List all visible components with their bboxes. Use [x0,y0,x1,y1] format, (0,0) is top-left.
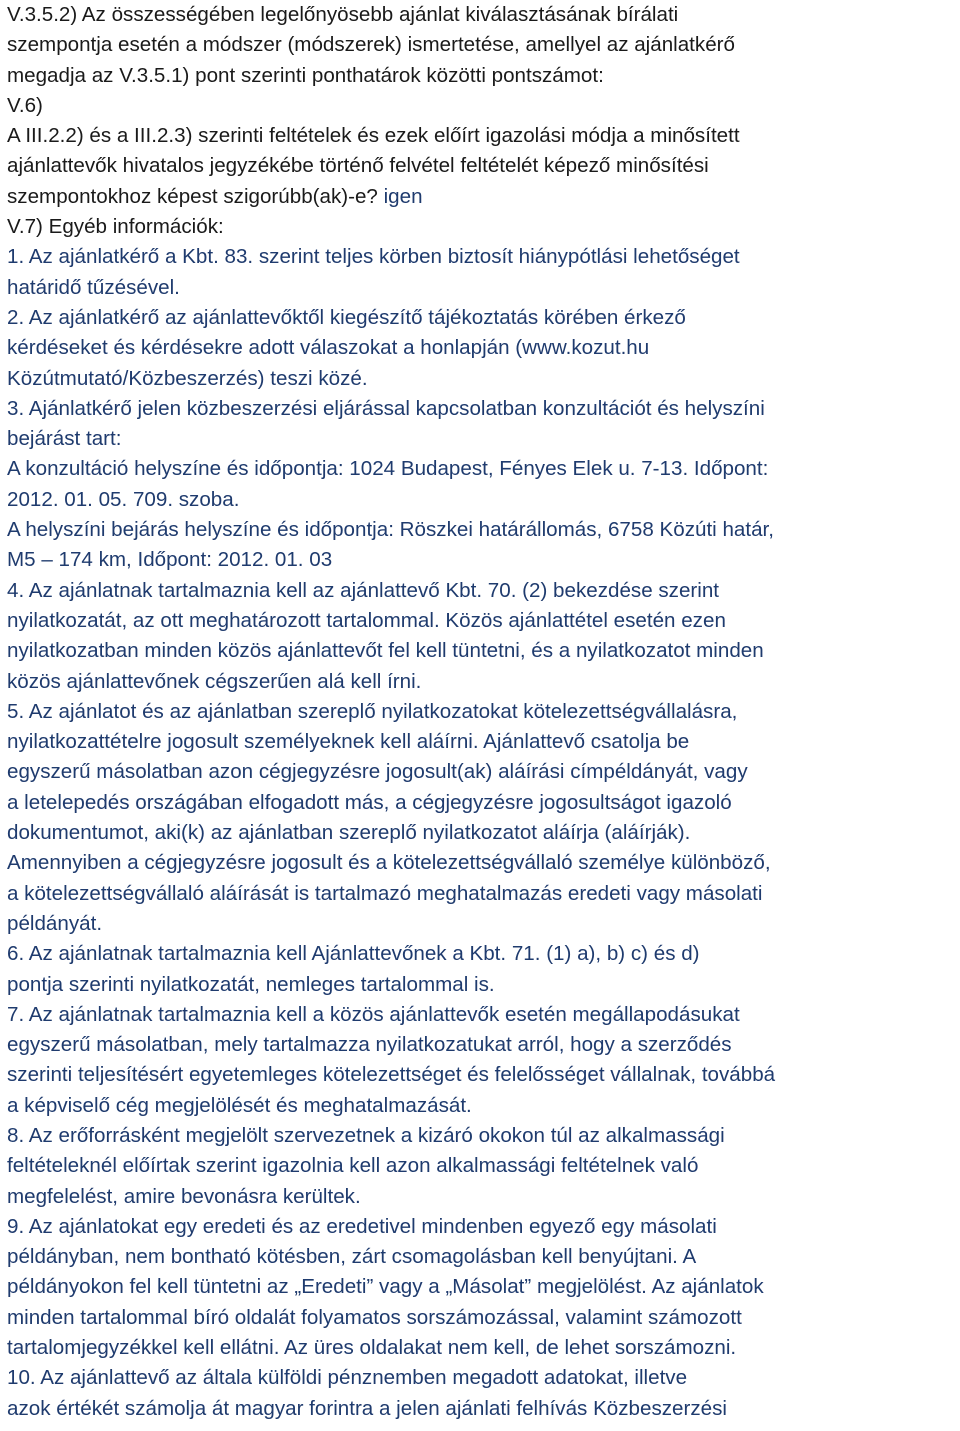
text-line [7,697,953,727]
text-line [7,545,953,575]
text-segment: A III.2.2) és a III.2.3) szerinti feltételek és ezek előírt igazolási módja a minősített [7,124,740,148]
text-segment: megadja az V.3.5.1) pont szerinti ponthatárok közötti pontszámot: [7,63,604,87]
text-line [7,1030,953,1060]
text-line [7,1212,953,1242]
text-line [7,1060,953,1090]
text-line [7,91,953,121]
text-segment: példányát. [7,911,103,935]
text-segment: egyszerű másolatban azon cégjegyzésre jogosult(ak) aláírási címpéldányát, vagy [7,760,748,784]
text-line [7,1303,953,1333]
text-segment: szempontokhoz képest szigorúbb(ak)-e? [7,184,384,208]
text-segment: 4. Az ajánlatnak tartalmaznia kell az ajánlattevő Kbt. 70. (2) bekezdése szerint [7,578,720,602]
text-segment: megfelelést, amire bevonásra kerültek. [7,1184,361,1208]
text-line [7,1182,953,1212]
text-line [7,606,953,636]
text-segment: 5. Az ajánlatot és az ajánlatban szereplő nyilatkozatokat kötelezettségvállalásra, [7,699,738,723]
text-segment: V.6) [7,93,43,117]
text-segment: pontja szerinti nyilatkozatát, nemleges tartalommal is. [7,972,495,996]
text-segment: egyszerű másolatban, mely tartalmazza nyilatkozatukat arról, hogy a szerződés [7,1033,732,1057]
text-line [7,788,953,818]
text-line [7,303,953,333]
text-segment: azok értékét számolja át magyar forintra a jelen ajánlati felhívás Közbeszerzési [7,1396,727,1420]
text-segment: 1. Az ajánlatkérő a Kbt. 83. szerint teljes körben biztosít hiánypótlási lehetőséget [7,245,740,269]
text-line [7,727,953,757]
text-line [7,364,953,394]
text-segment: példányokon fel kell tüntetni az „Eredeti” vagy a „Másolat” megjelölést. Az ajánlatok [7,1275,764,1299]
text-line [7,970,953,1000]
document-body [7,0,953,1424]
text-line [7,424,953,454]
text-line [7,0,953,30]
text-segment: 2. Az ajánlatkérő az ajánlattevőktől kiegészítő tájékoztatás körében érkező [7,305,686,329]
text-segment: határidő tűzésével. [7,275,180,299]
text-line [7,394,953,424]
text-segment: Közútmutató/Közbeszerzés) teszi közé. [7,366,368,390]
text-segment: 9. Az ajánlatokat egy eredeti és az eredetivel mindenben egyező egy másolati [7,1214,717,1238]
text-segment: dokumentumot, aki(k) az ajánlatban szereplő nyilatkozatot aláírja (aláírják). [7,821,691,845]
text-segment: 6. Az ajánlatnak tartalmaznia kell Ajánlattevőnek a Kbt. 71. (1) a), b) c) és d) [7,942,700,966]
text-segment: 2012. 01. 05. 709. szoba. [7,487,240,511]
text-segment: V.7) Egyéb információk: [7,215,224,239]
text-segment: 8. Az erőforrásként megjelölt szervezetnek a kizáró okokon túl az alkalmassági [7,1123,725,1147]
text-line [7,121,953,151]
text-segment: szempontja esetén a módszer (módszerek) ismertetése, amellyel az ajánlatkérő [7,33,735,57]
text-line [7,818,953,848]
text-segment: A konzultáció helyszíne és időpontja: 1024 Budapest, Fényes Elek u. 7-13. Időpont: [7,457,769,481]
text-line [7,151,953,181]
text-segment: igen [383,184,423,208]
text-line [7,212,953,242]
text-line [7,1151,953,1181]
text-line [7,182,953,212]
text-line [7,576,953,606]
text-line [7,515,953,545]
text-line [7,454,953,484]
text-line [7,1394,953,1424]
text-segment: nyilatkozatban minden közös ajánlattevőt fel kell tüntetni, és a nyilatkozatot minden [7,639,764,663]
text-line [7,485,953,515]
text-segment: M5 – 174 km, Időpont: 2012. 01. 03 [7,548,333,572]
text-segment: tartalomjegyzékkel kell ellátni. Az üres oldalakat nem kell, de lehet sorszámozni. [7,1336,737,1360]
text-line [7,879,953,909]
text-line [7,848,953,878]
text-line [7,1242,953,1272]
text-segment: 7. Az ajánlatnak tartalmaznia kell a közös ajánlattevők esetén megállapodásukat [7,1002,740,1026]
text-line [7,1363,953,1393]
text-line [7,333,953,363]
text-line [7,1091,953,1121]
text-segment: minden tartalommal bíró oldalát folyamatos sorszámozással, valamint számozott [7,1305,742,1329]
text-segment: Amennyiben a cégjegyzésre jogosult és a kötelezettségvállaló személye különböző, [7,851,771,875]
text-segment: ajánlattevők hivatalos jegyzékébe történő felvétel feltételét képező minősítési [7,154,709,178]
text-line [7,667,953,697]
text-segment: nyilatkozattételre jogosult személyeknek kell aláírni. Ajánlattevő csatolja be [7,730,690,754]
text-line [7,909,953,939]
text-line [7,1333,953,1363]
text-segment: feltételeknél előírtak szerint igazolnia kell azon alkalmassági feltételnek való [7,1154,699,1178]
text-segment: nyilatkozatát, az ott meghatározott tartalommal. Közös ajánlattétel esetén ezen [7,608,726,632]
text-segment: szerinti teljesítésért egyetemleges kötelezettséget és felelősséget vállalnak, továbbá [7,1063,776,1087]
text-line [7,242,953,272]
text-segment: a letelepedés országában elfogadott más, a cégjegyzésre jogosultságot igazoló [7,790,732,814]
text-line [7,61,953,91]
text-segment: példányban, nem bontható kötésben, zárt csomagolásban kell benyújtani. A [7,1245,697,1269]
text-segment: közös ajánlattevőnek cégszerűen alá kell írni. [7,669,422,693]
text-line [7,939,953,969]
text-segment: bejárást tart: [7,427,122,451]
text-segment: 3. Ajánlatkérő jelen közbeszerzési eljárással kapcsolatban konzultációt és helyszíni [7,396,765,420]
text-segment: a kötelezettségvállaló aláírását is tartalmazó meghatalmazás eredeti vagy másolati [7,881,763,905]
text-segment: a képviselő cég megjelölését és meghatalmazását. [7,1093,472,1117]
text-segment: 10. Az ajánlattevő az általa külföldi pénznemben megadott adatokat, illetve [7,1366,688,1390]
text-line [7,30,953,60]
text-line [7,273,953,303]
text-segment: kérdéseket és kérdésekre adott válaszokat a honlapján (www.kozut.hu [7,336,650,360]
text-line [7,636,953,666]
text-segment: A helyszíni bejárás helyszíne és időpontja: Röszkei határállomás, 6758 Közúti határ, [7,518,774,542]
text-line [7,1000,953,1030]
text-line [7,757,953,787]
text-line [7,1121,953,1151]
text-segment: V.3.5.2) Az összességében legelőnyösebb ajánlat kiválasztásának bírálati [7,3,679,26]
text-line [7,1272,953,1302]
